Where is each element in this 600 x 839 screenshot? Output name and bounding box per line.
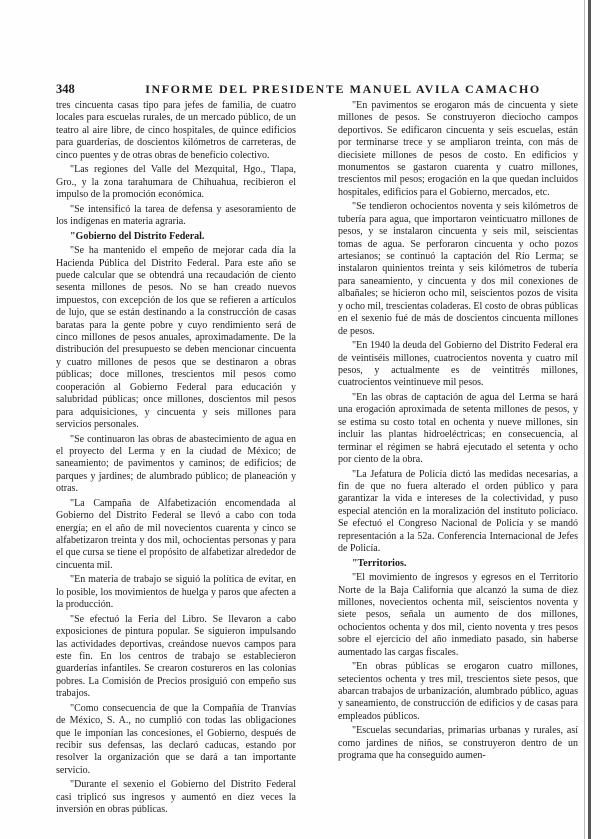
- paragraph: "Se tendieron ochocientos noventa y seis kilómetros de tubería para agua, que importaron veinticuatro millones de pesos, y se instalaron cincuenta y seis mil, seiscientas tomas de agua. Se perforaron cincuenta y ocho pozos artesianos; se continuó la captación del Río Lerma; se instalaron quinientos treinta y seis kilómetros de tubería para saneamiento, y cincuenta y dos mil conexiones de albañales; se hicieron ocho mil, seiscientos pozos de visita y ocho mil, trescientas coladeras. El costo de obras públicas en el sexenio fué de más de doscientos cincuenta millones de pesos.: [338, 201, 578, 337]
- page-number: 348: [56, 82, 75, 96]
- paragraph: "La Jefatura de Policía dictó las medidas necesarias, a fin de que no fuera alterado el orden público y para garantizar la vida e intereses de la colectividad, y puso especial atención en la moralización del instituto policíaco. Se efectuó el Congreso Nacional de Policía y se mandó representación a la 52a. Conferencia Internacional de Jefes de Policía.: [338, 468, 578, 554]
- left-column: [56, 100, 296, 825]
- page-edge: [588, 0, 591, 839]
- paragraph: "En 1940 la deuda del Gobierno del Distrito Federal era de veintiséis millones, cuatrocientos noventa y cuatro mil pesos, y actualmente es de veintitrés millones, cuatrocientos veintinueve mil pesos.: [338, 340, 578, 389]
- paragraph: "Se continuaron las obras de abastecimiento de agua en el proyecto del Lerma y en la ciudad de México; de saneamiento; de pavimentos y caminos; de edificios; de parques y jardines; de alumbrado público; de planeación y otras.: [56, 433, 296, 495]
- paragraph: "En pavimentos se erogaron más de cincuenta y siete millones de pesos. Se construyeron dieciocho campos deportivos. Se edificaron cincuenta y seis escuelas, están por terminarse trece y se ampliaron treinta, con más de diecisiete millones de pesos de costo. En edificios y monumentos se gastaron cuarenta y cuatro millones, trescientos mil pesos; erogación en la que quedan incluidos hospitales, edificios para el Gobierno, mercados, etc.: [338, 100, 578, 198]
- paragraph: "Se intensificó la tarea de defensa y asesoramiento de los indígenas en materia agraria.: [56, 203, 296, 228]
- paragraph: "La Campaña de Alfabetización encomendada al Gobierno del Distrito Federal se llevó a cabo con toda energía; en el año de mil novecientos cuarenta y cinco se alfabetizaron treinta y dos mil, ochocientas personas y para el que cursa se tiene el propósito de alfabetizar alrededor de cincuenta mil.: [56, 497, 296, 571]
- paragraph: "Escuelas secundarias, primarias urbanas y rurales, así como jardines de niños, se construyeron dentro de un programa que ha conseguido aumen-: [338, 725, 578, 762]
- paragraph: "En obras públicas se erogaron cuatro millones, setecientos ochenta y tres mil, trescientos siete pesos, que abarcan trabajos de urbanización, alumbrado público, aguas y saneamiento, de construcción de edificios y de casas para empleados públicos.: [338, 661, 578, 722]
- running-title: INFORME DEL PRESIDENTE MANUEL AVILA CAMACHO: [145, 82, 541, 96]
- section-heading: "Territorios.: [352, 557, 407, 569]
- paragraph: "Como consecuencia de que la Compañía de Tranvías de México, S. A., no cumplió con todas las obligaciones que le imponían las concesiones, el Gobierno, después de recibir sus defensas, las declaró caducas, estando por resolver la organización que se dará a tan importante servicio.: [56, 702, 296, 776]
- section-heading: "Gobierno del Distrito Federal.: [70, 230, 205, 242]
- paragraph: tres cincuenta casas tipo para jefes de familia, de cuatro locales para escuelas rurales, de un mercado público, de un teatro al aire libre, de cinco hospitales, de quince edificios para guarderías, de doscientos kilómetros de carreteras, de cinco puentes y de otras obras de beneficio colectivo.: [56, 100, 296, 161]
- running-header: [56, 82, 578, 98]
- paragraph: "En las obras de captación de agua del Lerma se hará una erogación aproximada de setenta millones de pesos, y se estima su costo total en ochenta y nueve millones, sin incluir las plantas hidroeléctricas; en consecuencia, al terminar el régimen se habrá ejecutado el setenta y ocho por ciento de la obra.: [338, 391, 578, 465]
- page-edge-shadow: [584, 0, 585, 839]
- paragraph: "El movimiento de ingresos y egresos en el Territorio Norte de la Baja California que alcanzó la suma de diez millones, novecientos ochenta mil, seiscientos noventa y siete pesos, señala un aumento de dos millones, ochocientos ochenta y dos mil, ciento noventa y tres pesos sobre el ejercicio del año inmediato pasado, sin haberse aumentado las cargas fiscales.: [338, 572, 578, 658]
- right-column: [338, 100, 578, 825]
- paragraph: "Durante el sexenio el Gobierno del Distrito Federal casi triplicó sus ingresos y aumentó en diez veces la inversión en obras públicas.: [56, 779, 296, 816]
- paragraph: "Se efectuó la Feria del Libro. Se llevaron a cabo exposiciones de pintura popular. Se siguieron impulsando las actividades deportivas, creándose nuevos campos para este fin. En los centros de trabajo se establecieron guarderías infantiles. Se crearon costureros en las colonias pobres. La Comisión de Precios prosiguió con empeño sus trabajos.: [56, 613, 296, 700]
- paragraph: "En materia de trabajo se siguió la política de evitar, en lo posible, los movimientos de huelga y paros que afecten a la producción.: [56, 574, 296, 611]
- paragraph: "Las regiones del Valle del Mezquital, Hgo., Tlapa, Gro., y la zona tarahumara de Chihuahua, recibieron el impulso de la promoción económica.: [56, 164, 296, 201]
- paragraph: "Se ha mantenido el empeño de mejorar cada día la Hacienda Pública del Distrito Federal. Para este año se puede calcular que se obtendrá una recaudación de ciento sesenta millones de pesos. No se han creado nuevos impuestos, con excepción de los que se refieren a artículos de lujo, que se están destinando a la construcción de casas baratas para la gente pobre y cuyo rendimiento será de cinco millones de pesos anuales, aproximadamente. De la distribución del presupuesto se deben mencionar cincuenta y cuatro millones de pesos que se destinaron a obras públicas; doce millones, trescientos mil pesos como cooperación al Gobierno Federal para educación y salubridad públicas; once millones, doscientos mil pesos para adquisiciones, y cincuenta y seis millones para servicios personales.: [56, 245, 296, 430]
